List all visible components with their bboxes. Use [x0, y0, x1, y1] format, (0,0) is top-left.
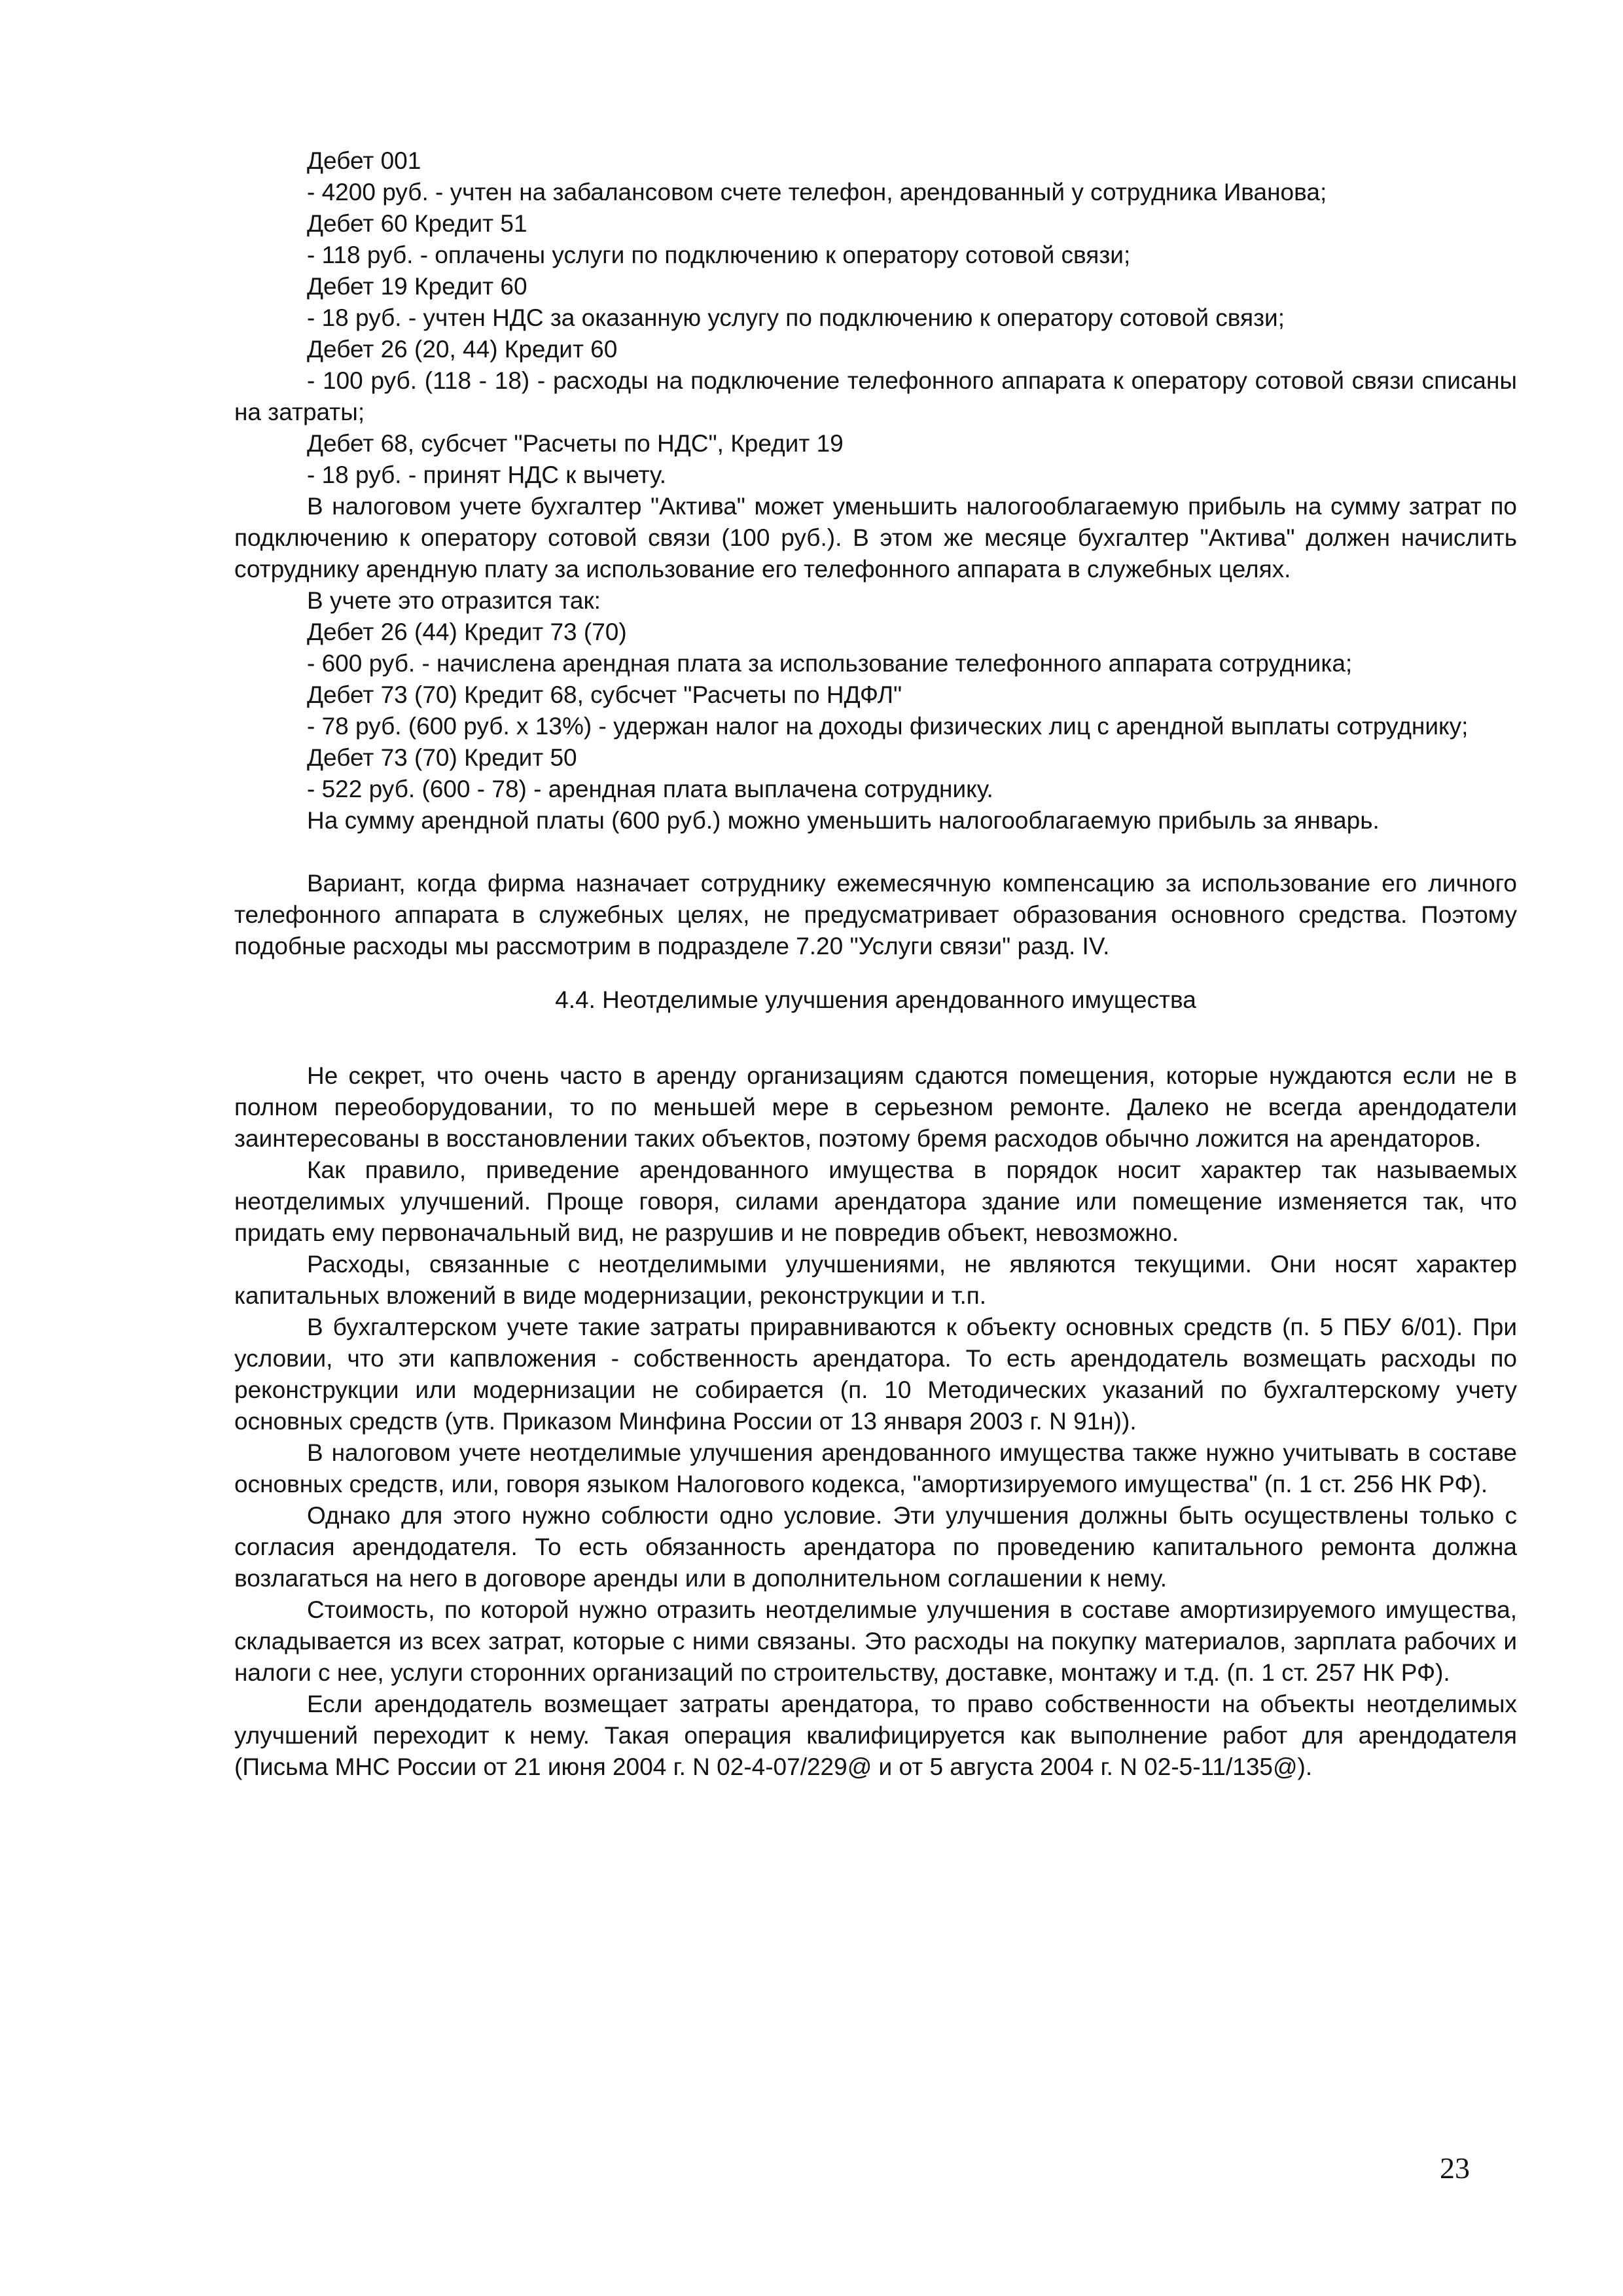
entry-line: Дебет 60 Кредит 51: [307, 210, 527, 237]
paragraph: Стоимость, по которой нужно отразить неотделимые улучшения в составе амортизируемого имущества, складывается из всех затрат, которые с ними связаны. Это расходы на покупку материалов, зарплата рабочих и налоги с нее, услуги сторонних организаций по строительству, доставке, монтажу и т.д. (п. 1 ст. 257 НК РФ).: [234, 1596, 1517, 1686]
entry-line: Дебет 26 (20, 44) Кредит 60: [307, 336, 618, 363]
entry-line: - 118 руб. - оплачены услуги по подключению к оператору сотовой связи;: [307, 242, 1131, 268]
paragraph: Если арендодатель возмещает затраты арендатора, то право собственности на объекты неотделимых улучшений переходит к нему. Такая операция квалифицируется как выполнение работ для арендодателя (Письма МНС России от 21 июня 2004 г. N 02-4-07/229@ и от 5 августа 2004 г. N 02-5-11/135@).: [234, 1691, 1517, 1780]
paragraph: - 78 руб. (600 руб. х 13%) - удержан налог на доходы физических лиц с арендной выплаты сотруднику;: [307, 713, 1469, 740]
entry-line: Дебет 73 (70) Кредит 68, субсчет "Расчеты по НДФЛ": [307, 681, 902, 708]
entry-line: Дебет 73 (70) Кредит 50: [307, 744, 577, 771]
paragraph: В бухгалтерском учете такие затраты приравниваются к объекту основных средств (п. 5 ПБУ 6/01). При условии, что эти капвложения - собственность арендатора. То есть арендодатель возмещать расходы по реконструкции или модернизации не собирается (п. 10 Методических указаний по бухгалтерскому учету основных средств (утв. Приказом Минфина России от 13 января 2003 г. N 91н)).: [234, 1314, 1517, 1435]
entry-line: - 18 руб. - принят НДС к вычету.: [307, 461, 667, 488]
spacer: [234, 836, 1517, 868]
paragraph: В налоговом учете неотделимые улучшения арендованного имущества также нужно учитывать в составе основных средств, или, говоря языком Налогового кодекса, "амортизируемого имущества" (п. 1 ст. 256 НК РФ).: [234, 1439, 1517, 1498]
paragraph: Однако для этого нужно соблюсти одно условие. Эти улучшения должны быть осуществлены только с согласия арендодателя. То есть обязанность арендатора по проведению капитального ремонта должна возлагаться на него в договоре аренды или в дополнительном соглашении к нему.: [234, 1502, 1517, 1592]
section-heading: 4.4. Неотделимые улучшения арендованного имущества: [555, 986, 1196, 1013]
page-number: 23: [1440, 2151, 1470, 2185]
entry-line: - 18 руб. - учтен НДС за оказанную услугу по подключению к оператору сотовой связи;: [307, 304, 1285, 331]
entry-line: - 522 руб. (600 - 78) - арендная плата выплачена сотруднику.: [307, 776, 993, 802]
entry-line: Дебет 001: [307, 147, 421, 174]
paragraph: На сумму арендной платы (600 руб.) можно уменьшить налогооблагаемую прибыль за январь.: [307, 807, 1380, 834]
entry-line: - 600 руб. - начислена арендная плата за использование телефонного аппарата сотрудника;: [307, 650, 1353, 677]
document-page: [234, 145, 1517, 1783]
entry-line: Дебет 26 (44) Кредит 73 (70): [307, 619, 627, 645]
paragraph: В налоговом учете бухгалтер "Актива" может уменьшить налогооблагаемую прибыль на сумму затрат по подключению к оператору сотовой связи (100 руб.). В этом же месяце бухгалтер "Актива" должен начислить сотруднику арендную плату за использование его телефонного аппарата в служебных целях.: [234, 493, 1517, 583]
entry-line: В учете это отразится так:: [307, 587, 601, 614]
entry-line: Дебет 19 Кредит 60: [307, 273, 527, 300]
entry-line: Дебет 68, субсчет "Расчеты по НДС", Кредит 19: [307, 430, 844, 457]
entry-line: - 4200 руб. - учтен на забалансовом счете телефон, арендованный у сотрудника Иванова;: [307, 179, 1327, 206]
paragraph: - 100 руб. (118 - 18) - расходы на подключение телефонного аппарата к оператору сотовой связи списаны на затраты;: [234, 367, 1517, 425]
paragraph: Как правило, приведение арендованного имущества в порядок носит характер так называемых неотделимых улучшений. Проще говоря, силами арендатора здание или помещение изменяется так, что придать ему первоначальный вид, не разрушив и не повредив объект, невозможно.: [234, 1157, 1517, 1246]
paragraph: Не секрет, что очень часто в аренду организациям сдаются помещения, которые нуждаются если не в полном переоборудовании, то по меньшей мере в серьезном ремонте. Далеко не всегда арендодатели заинтересованы в восстановлении таких объектов, поэтому бремя расходов обычно ложится на арендаторов.: [234, 1062, 1517, 1152]
paragraph: Расходы, связанные с неотделимыми улучшениями, не являются текущими. Они носят характер капитальных вложений в виде модернизации, реконструкции и т.п.: [234, 1251, 1517, 1309]
paragraph: Вариант, когда фирма назначает сотруднику ежемесячную компенсацию за использование его личного телефонного аппарата в служебных целях, не предусматривает образования основного средства. Поэтому подобные расходы мы рассмотрим в подразделе 7.20 "Услуги связи" разд. IV.: [234, 870, 1517, 960]
